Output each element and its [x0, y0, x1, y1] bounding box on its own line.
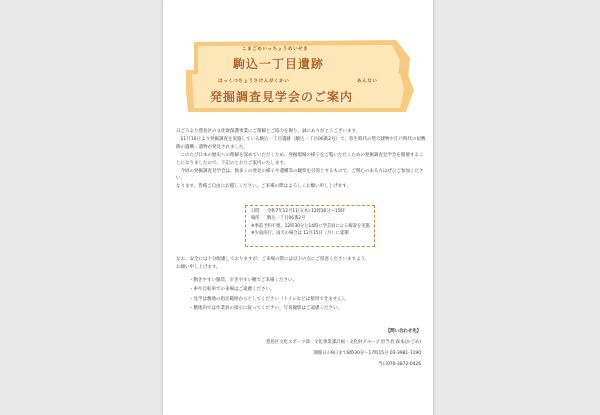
paragraph: このたび日本の歴史への理解を深めていただくため、発掘現場の様子をご覧いただくための発掘調査見学会を開催することになりましたので、下記のとおりご案内いたします。 [176, 152, 424, 166]
contact-line-3: 当日070-3872-0426 [378, 362, 421, 367]
list-item: ・ 見学は敷地の指定範囲からとしてください（トイレなどは使用できません）。 [194, 295, 426, 304]
event-title: 発掘調査見学会のご案内 [210, 90, 354, 104]
list-item: ・ 敷地内では作業員の指示に従ってください。写真撮影はご遠慮ください。 [194, 304, 426, 313]
contact-line-2: 開館日の9日まで8時30分～17時15分 03-3981-1190 [313, 351, 421, 356]
place-row [251, 215, 369, 222]
place-label: 場所 [251, 216, 260, 222]
notes-list [176, 276, 426, 314]
title-ruby-2: はっくつちょうさけんがくかい [218, 79, 290, 84]
info-note-1: ※事前予約不要。12時30分と14時に学芸員による解説を実施 [251, 223, 370, 229]
event-info-box [245, 205, 375, 247]
document-page [163, 0, 433, 415]
site-name-title: 駒込一丁目遺跡 [233, 57, 325, 71]
list-item: ・ 動きやすい服装、歩きやすい靴でご来場ください。 [194, 276, 426, 285]
date-value: 令和7年12月11日(木) 12時30分～15時 [267, 209, 345, 214]
contact-line-1: 豊島区文化スポーツ部 文化事業課計画・文化財グループ 担当者 森本(かごめ) [266, 340, 421, 345]
intro-text [176, 128, 426, 191]
date-label: 日時 [251, 209, 260, 214]
paragraph: 日ごろより豊島区の文化財保護事業にご理解とご協力を賜り、誠にありがとうございます。 [176, 129, 361, 134]
notes-intro-2: お願い申し上げます。 [176, 264, 221, 270]
title-ruby-1: こまごめいっちょうめいせき [242, 47, 309, 52]
contact-block [253, 326, 421, 370]
paragraph: なります。皆様ご自由にお越しください。ご来場の際はよろしくお願い申し上げます。 [176, 184, 351, 190]
list-item: ・ 車や自転車での来場はご遠慮ください。 [194, 285, 426, 294]
paragraph: 11月10日より発掘調査を実施している駒込一丁目遺跡（駒込一丁目06番2号）で、弥生時代の竪穴建物や江戸時代の屋敷跡の遺構・遺物が発見されました。 [176, 136, 426, 150]
notes-intro-1: なお、安全には十分配慮しておりますが、ご来場の際には以下の点にご留意くださいますよう、 [176, 257, 370, 262]
title-ruby-3: あんない [357, 79, 378, 84]
date-row [251, 208, 369, 215]
contact-header: 【問い合わせ先】 [385, 329, 421, 334]
notes-section [176, 256, 426, 313]
place-value: 駒込一丁目06番2号 [267, 216, 306, 222]
info-note-2: ※少雨決行。雨天の場合は 12月15日（月）に延期 [251, 231, 349, 237]
paragraph: 今回の発掘調査見学会は、数多くの発見の様子や遺構等の観察を目的とするもので、ご関心のある方はぜひご参加ください。 [176, 168, 424, 182]
title-banner [186, 40, 414, 114]
